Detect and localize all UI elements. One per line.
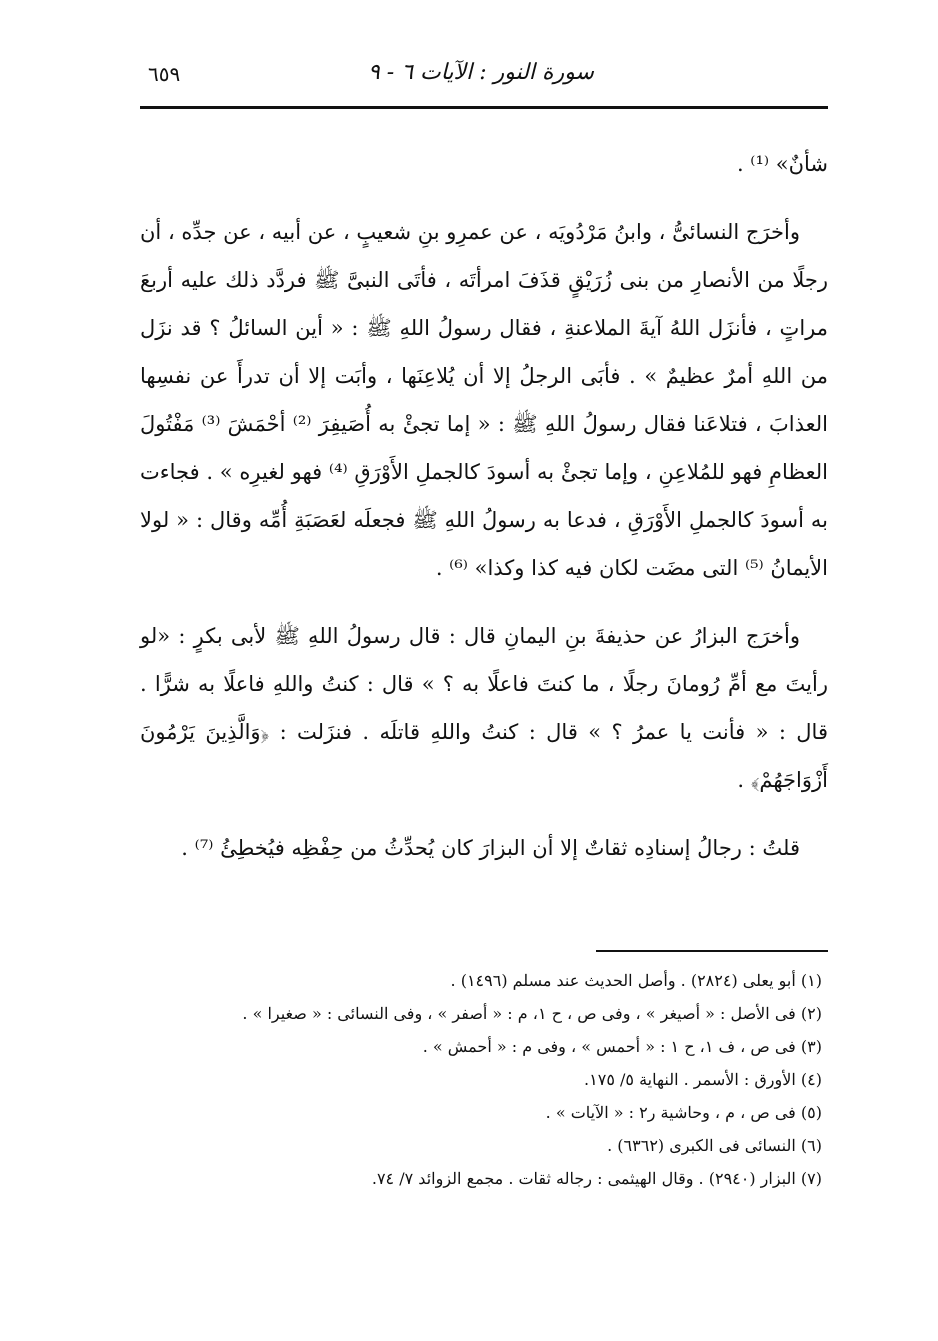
footnote-divider — [596, 950, 828, 952]
footnote-6: (٦) النسائى فى الكبرى (٦٣٦٢) . — [607, 1136, 822, 1155]
paragraph-author-note: قلتُ : رجالُ إسنادِه ثقاتٌ إلا أن البزارَ كان يُحدِّثُ من حِفْظِه فيُخطِئُ ⁽⁷⁾ . — [181, 836, 800, 860]
paragraph-bazzar-report: وأخرَج البزارُ عن حذيفةَ بنِ اليمانِ قال : قال رسولُ اللهِ ﷺ لأبى بكرٍ : «لو رأيتَ مع أمِّ رُومانَ رجلًا ، ما كنتَ فاعلًا به ؟ » قال : كنتُ واللهِ فاعلًا به شرًّا . قال : « فأنت يا عمرُ ؟ » قال : كنتُ واللهِ قاتلَه . فنزَلت : ﴿وَالَّذِينَ يَرْمُونَ أَزْوَاجَهُمْ﴾ . — [140, 624, 828, 792]
footnote-3: (٣) فى ص ، ف ١، ح ١ : « أحمس » ، وفى م : « أحمش » . — [422, 1037, 822, 1056]
running-title: سورة النور : الآيات ٦ - ٩ — [367, 60, 594, 85]
header-divider — [140, 106, 828, 109]
footnote-5: (٥) فى ص ، م ، وحاشية ر٢ : « الآيات » . — [545, 1103, 822, 1122]
paragraph-nasai-report: وأخرَج النسائىُّ ، وابنُ مَرْدُويَه ، عن عمرِو بنِ شعيبٍ ، عن أبيه ، عن جدِّه ، أن رجلًا من الأنصارِ من بنى زُرَيْقٍ قذَفَ امرأتَه ، فأتَى النبىَّ ﷺ فردَّد ذلك عليه أربعَ مراتٍ ، فأنزَل اللهُ آيةَ الملاعنةِ ، فقال رسولُ اللهِ ﷺ : « أين السائلُ ؟ قد نزَل من اللهِ أمرٌ عظيمٌ » . فأبَى الرجلُ إلا أن يُلاعِنَها ، وأبَت إلا أن تدرأَ عن نفسِها العذابَ ، فتلاعَنا فقال رسولُ اللهِ ﷺ : « إما تجئْ به أُصَيفِرَ ⁽²⁾ أحْمَشَ ⁽³⁾ مَفْتُولَ العظامِ فهو للمُلاعِنِ ، وإما تجئْ به أسودَ كالجملِ الأَوْرَقِ ⁽⁴⁾ فهو لغيرِه » . فجاءت به أسودَ كالجملِ الأَوْرَقِ ، فدعا به رسولُ اللهِ ﷺ فجعلَه لعَصَبَةِ أُمِّه وقال : « لولا الأيمانُ ⁽⁵⁾ التى مضَت لكان فيه كذا وكذا» ⁽⁶⁾ . — [140, 220, 828, 580]
footnote-1: (١) أبو يعلى (٢٨٢٤) . وأصل الحديث عند مسلم (١٤٩٦) . — [450, 971, 822, 990]
paragraph-gap — [140, 188, 828, 208]
footnote-7: (٧) البزار (٢٩٤٠) . وقال الهيثمى : رجاله ثقات . مجمع الزوائد ٧/ ٧٤. — [371, 1169, 822, 1188]
paragraph-gap — [140, 592, 828, 612]
page-number: ٦٥٩ — [148, 62, 181, 86]
paragraph-continuation: شأنٌ» ⁽¹⁾ . — [736, 152, 828, 176]
paragraph-gap — [140, 804, 828, 824]
main-text — [140, 140, 828, 872]
footnotes — [150, 964, 828, 1195]
running-head — [148, 58, 824, 98]
footnote-2: (٢) فى الأصل : « أصيغر » ، وفى ص ، ح ١، م : « أصفر » ، وفى النسائى : « صغيرا » . — [242, 1004, 822, 1023]
footnote-4: (٤) الأورق : الأسمر . النهاية ٥/ ١٧٥. — [584, 1070, 822, 1089]
